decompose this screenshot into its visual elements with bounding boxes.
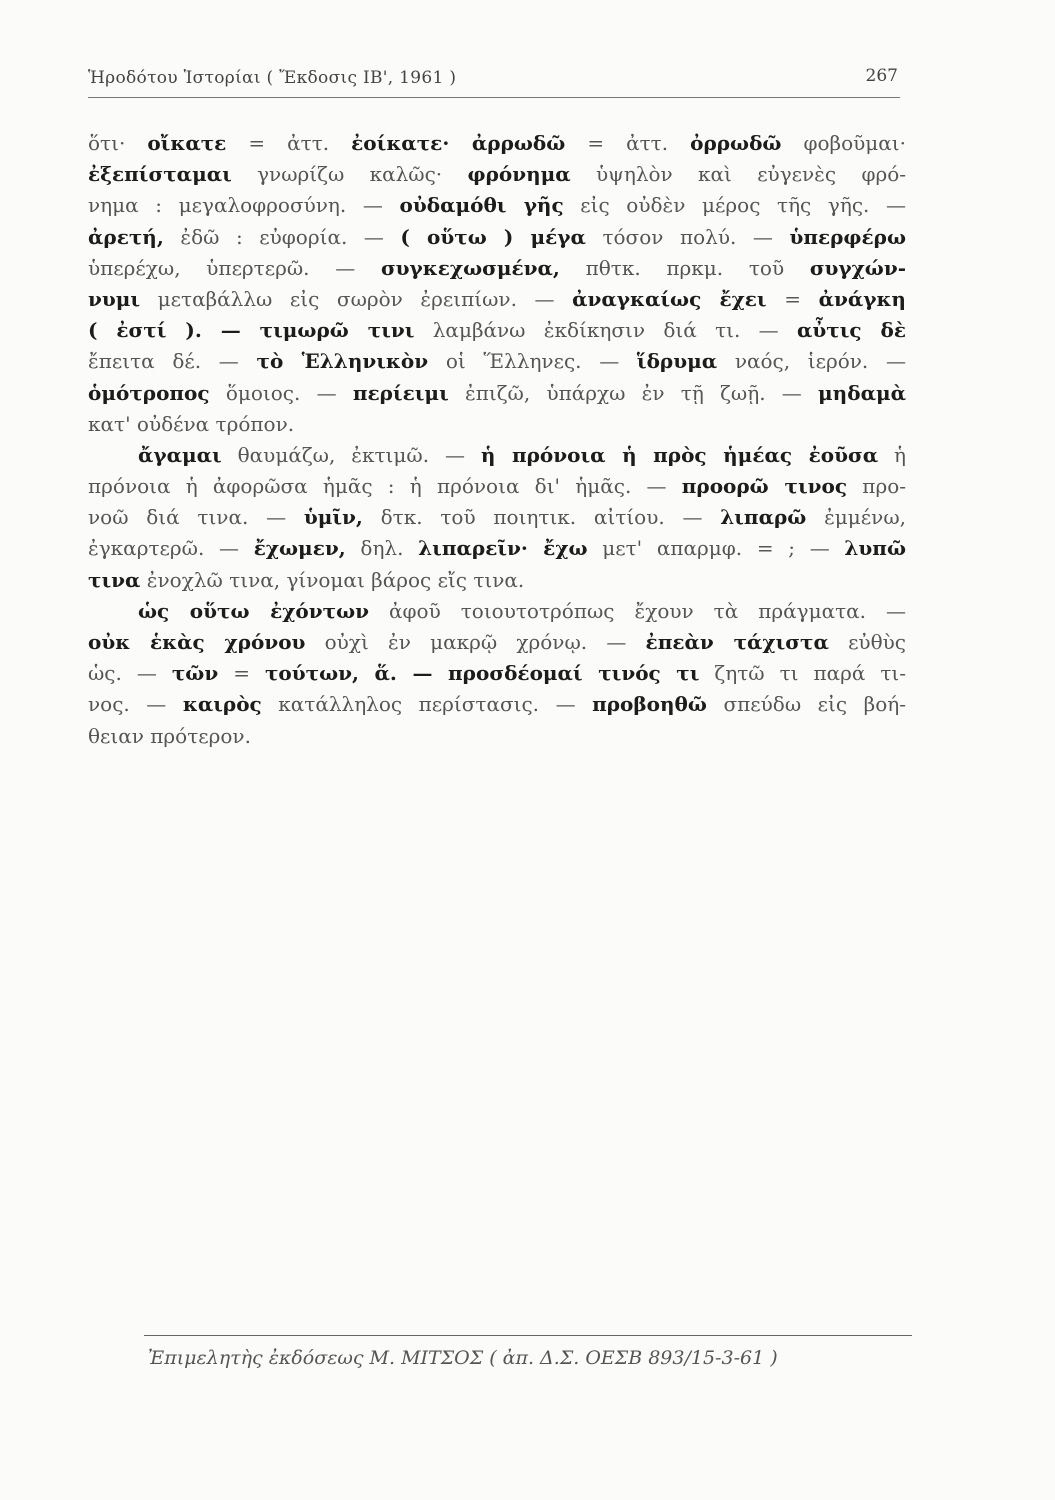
glossary-text [88,128,906,752]
gloss-text: οἱ Ἕλληνες. — [428,349,637,374]
gloss-text: πρόνοια ἡ ἀφορῶσα ἡμᾶς : ἡ πρόνοια δι' ἡμᾶς. — [88,474,682,499]
text-line [88,658,906,689]
text-line [88,159,906,190]
gloss-text: εἰς οὐδὲν μέρος τῆς γῆς. — [563,193,906,218]
lemma-term: λυπῶ [844,536,906,561]
gloss-text: κατ' οὐδένα τρόπον. [88,411,295,436]
text-line [88,284,906,315]
lemma-term: ὁμότροπος [88,380,210,405]
gloss-text: νοῶ διά τινα. — [88,505,304,530]
lemma-term: ἐπεὰν τάχιστα [645,630,829,654]
gloss-text: εὐθὺς [828,630,906,654]
lemma-term: τῶν [171,661,219,686]
lemma-term: λιπαρῶ [720,505,807,530]
lemma-term: ὑπερφέρω [789,224,907,249]
gloss-text: πθτκ. πρκμ. τοῦ [559,255,810,280]
lemma-term: ἀναγκαίως ἔχει [572,286,767,311]
lemma-term: ὑμῖν, [303,505,363,530]
lemma-term: ἵδρυμα [636,349,718,374]
lemma-term: προορῶ τινος [681,474,848,499]
gloss-text: νος. — [88,692,183,717]
header-rule [88,97,900,98]
lemma-term: ἀνάγκη [818,286,906,311]
lemma-term: ἐοίκατε· ἀρρωδῶ [351,131,566,155]
gloss-text: λαμβάνω ἐκδίκησιν διά τι. — [414,318,797,343]
gloss-text: ζητῶ τι παρά τι- [699,661,907,686]
lemma-term: ἄγαμαι [138,442,222,467]
lemma-term: καιρὸς [182,692,262,717]
lemma-term: τὸ Ἑλληνικὸν [256,349,429,374]
text-line [88,471,906,502]
lemma-term: τούτων, ἅ. — προσδέομαί τινός τι [264,661,700,686]
lemma-term: περίειμι [352,380,449,405]
text-line [88,627,906,658]
gloss-text: κατάλληλος περίστασις. — [261,692,593,717]
text-line [88,190,906,221]
gloss-text: = ἀττ. [226,131,352,155]
gloss-text: οὐχὶ ἐν μακρῷ χρόνῳ. — [305,630,646,654]
gloss-text: προ- [847,474,906,499]
text-line [88,315,906,346]
text-line [88,440,906,471]
text-line [88,222,906,253]
text-line [88,533,906,564]
gloss-text: ὑψηλὸν καὶ εὐγενὲς φρό- [570,162,907,187]
lemma-term: ὀρρωδῶ [690,131,782,155]
lemma-term: οἴκατε [147,131,227,155]
gloss-text: θαυμάζω, ἐκτιμῶ. — [221,442,481,467]
text-line [88,565,906,596]
gloss-text: ὅτι· [88,131,148,155]
gloss-text: ἐπιζῶ, ὑπάρχω ἐν τῇ ζωῇ. — [448,380,819,405]
lemma-term: νυμι [88,286,141,311]
gloss-text: μετ' απαρμφ. = ; — [587,536,845,561]
lemma-term: ( ἐστί ). — τιμωρῶ τινι [88,318,415,343]
text-line [88,596,906,627]
text-line [88,689,906,720]
gloss-text: ἐγκαρτερῶ. — [88,536,254,561]
gloss-text: δηλ. [345,536,419,561]
gloss-text: ἐμμένω, [806,505,906,530]
gloss-text: τόσον πολύ. — [585,224,790,249]
gloss-text: = [218,661,265,686]
lemma-term: συγκεχωσμένα, [380,255,560,280]
lemma-term: λιπαρεῖν· ἔχω [418,536,588,561]
gloss-text: ὅμοιος. — [209,380,353,405]
lemma-term: ὡς οὕτω ἐχόντων [138,598,370,623]
gloss-text: σπεύδω εἰς βοή- [706,692,906,717]
lemma-term: προβοηθῶ [592,692,707,717]
gloss-text: νημα : μεγαλοφροσύνη. — [88,193,400,218]
lemma-term: οὐκ ἑκὰς χρόνου [88,630,306,654]
text-line [88,502,906,533]
lemma-term: ἐξεπίσταμαι [88,162,232,187]
text-line [88,409,906,440]
gloss-text: ἔπειτα δέ. — [88,349,257,374]
gloss-text: γνωρίζω καλῶς· [231,162,468,187]
lemma-term: τινα [88,567,141,592]
gloss-text: = ἀττ. [565,131,691,155]
text-line [88,721,906,752]
gloss-text: θειαν πρότερον. [88,723,251,748]
lemma-term: ( οὕτω ) μέγα [400,224,586,249]
text-line [88,378,906,409]
gloss-text: ὡς. — [88,661,172,686]
lemma-term: ἡ πρόνοια ἡ πρὸς ἡμέας ἐοῦσα [480,442,879,467]
gloss-text: ἐνοχλῶ τινα, γίνομαι βάρος εἴς τινα. [140,567,525,592]
page-number: 267 [865,66,898,86]
gloss-text: δτκ. τοῦ ποιητικ. αἰτίου. — [362,505,721,530]
lemma-term: αὖτις δὲ [797,318,907,343]
text-line [88,253,906,284]
gloss-text: φοβοῦμαι· [781,131,907,155]
text-line [88,346,906,377]
lemma-term: συγχών- [809,255,907,280]
gloss-text: μεταβάλλω εἰς σωρὸν ἐρειπίων. — [140,286,573,311]
gloss-text: ἐδῶ : εὐφορία. — [163,224,401,249]
gloss-text: ναός, ἱερόν. — [717,349,906,374]
lemma-term: οὐδαμόθι γῆς [399,193,564,218]
gloss-text: ὑπερέχω, ὑπερτερῶ. — [88,255,381,280]
lemma-term: μηδαμὰ [818,380,906,405]
lemma-term: ἀρετή, [88,224,164,249]
gloss-text: ἡ [878,442,906,467]
lemma-term: ἔχωμεν, [253,536,346,561]
gloss-text: = [766,286,819,311]
text-line [88,128,906,159]
header-title: Ἡροδότου Ἱστορίαι ( Ἔκδοσις ΙΒ', 1961 ) [88,68,457,88]
gloss-text: ἀφοῦ τοιουτοτρόπως ἔχουν τὰ πράγματα. — [369,598,906,623]
lemma-term: φρόνημα [467,162,571,187]
running-header [88,64,898,92]
footer-rule [144,1335,912,1336]
editor-footnote: Ἐπιμελητὴς ἐκδόσεως Μ. ΜΙΤΣΟΣ ( ἀπ. Δ.Σ. ΟΕΣΒ 893/15-3-61 ) [148,1347,778,1369]
